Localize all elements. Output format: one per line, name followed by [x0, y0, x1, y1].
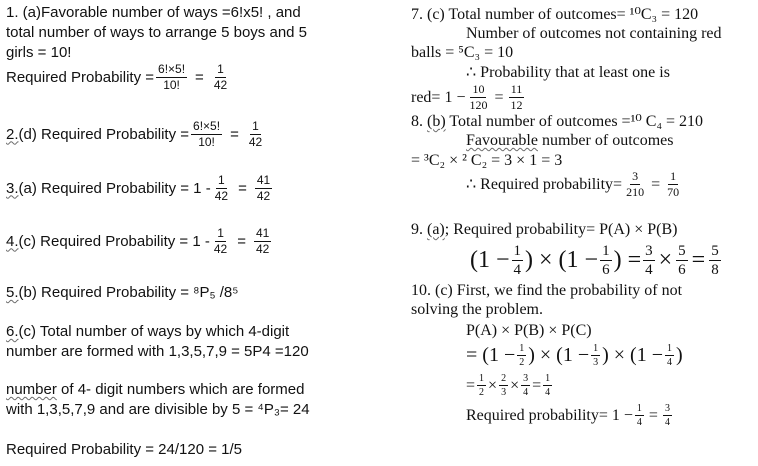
q7-red-label: red= 1 − [411, 88, 466, 106]
q2-number: 2. [6, 125, 19, 143]
q10-line-6 [466, 399, 674, 431]
q8-f1-den: 210 [626, 184, 645, 199]
q8-number: 8. [411, 113, 427, 130]
q6-line-1 [6, 323, 289, 340]
q9-r2-num: 5 [678, 242, 686, 259]
q2-fraction-2 [247, 120, 264, 149]
q9-close: ) = [613, 246, 642, 273]
q7-fraction-1 [467, 83, 489, 112]
q10-l5-times-1: × [488, 376, 498, 394]
q3-row [6, 170, 274, 206]
q2-f2-num: 1 [252, 118, 259, 133]
q10-line-4 [466, 338, 683, 372]
q3-fraction-1 [213, 174, 230, 203]
q3-equals: = [238, 179, 247, 197]
q10-l4-fraction-a [517, 343, 526, 368]
q10-line-2: solving the problem. [411, 301, 543, 318]
q7-f1-num: 10 [472, 81, 485, 96]
q1-f2-num: 1 [217, 61, 224, 76]
q9-r1-num: 3 [645, 242, 653, 259]
q4-f1-den: 42 [213, 241, 228, 256]
q7-f2-num: 11 [510, 81, 523, 96]
q9-fb-num: 1 [602, 242, 610, 259]
q4-label: (c) Required Probability = 1 - [18, 232, 210, 250]
q10-l5-equals-2: = [532, 376, 542, 394]
q10-l4-fb-den: 3 [593, 356, 599, 368]
q8-line-4 [466, 167, 683, 201]
q6-number-word: number [6, 381, 57, 398]
q3-label: (a) Required Probability = 1 - [18, 179, 211, 197]
q10-l5-fraction-d [543, 373, 552, 398]
q8-required-label: ∴ Required probability= [466, 175, 623, 193]
q9-open-paren: (1 − [470, 246, 510, 273]
q2-f1-num: 6!×5! [193, 118, 221, 133]
q10-l6-f1-den: 4 [636, 416, 642, 428]
q8-text-1: Total number of outcomes =¹⁰ C₄ = 210 [445, 113, 704, 130]
q10-l5-b-den: 3 [501, 386, 507, 398]
q10-l4-fraction-c [665, 343, 674, 368]
q1-probability-row [6, 60, 231, 94]
q10-l5-fraction-a [477, 373, 486, 398]
q1-line-3: girls = 10! [6, 44, 72, 61]
q10-l4-fa-den: 2 [519, 356, 525, 368]
q1-f2-den: 42 [213, 77, 228, 92]
q3-f1-den: 42 [214, 188, 229, 203]
q6-text-1: (c) Total number of ways by which 4-digit [18, 323, 290, 340]
q10-line-5 [466, 370, 554, 400]
q10-l5-equals: = [466, 376, 476, 394]
q9-fraction-a [512, 243, 524, 278]
q4-number: 4. [6, 232, 19, 250]
q1-probability-label: Required Probability = [6, 68, 155, 86]
q8-text-2: number of outcomes [537, 132, 674, 149]
q10-l5-times-2: × [510, 376, 520, 394]
q9-result-3 [709, 243, 721, 278]
q8-equals: = [651, 175, 661, 193]
q6-line-2: number are formed with 1,3,5,7,9 = 5P4 =120 [6, 343, 309, 360]
q2-row [6, 116, 266, 152]
q6-line-4: with 1,3,5,7,9 and are divisible by 5 = ⁴P₃= 24 [6, 401, 310, 418]
q5-number: 5. [6, 284, 19, 301]
q8-option: (b) [427, 113, 446, 130]
q8-fraction-1 [624, 170, 646, 199]
q8-line-3: = ³C₂ × ² C₂ = 3 × 1 = 3 [411, 152, 563, 169]
q10-l4-middle-1: ) × (1 − [528, 343, 590, 366]
q8-fraction-2 [665, 170, 681, 199]
q1-line-2: total number of ways to arrange 5 boys and 5 [6, 24, 308, 41]
q3-f2-num: 41 [256, 172, 271, 187]
q8-line-1 [411, 113, 703, 130]
q4-equals: = [237, 232, 246, 250]
q10-l6-f2-num: 3 [664, 402, 670, 414]
q10-l5-c-den: 4 [523, 386, 529, 398]
q9-r2-den: 6 [678, 261, 686, 278]
q4-fraction-1 [212, 227, 229, 256]
q7-f1-den: 120 [469, 97, 488, 112]
q7-equals: = [494, 88, 504, 106]
q10-l6-equals: = [648, 406, 658, 424]
q6-text-3: of 4- digit numbers which are formed [56, 381, 305, 398]
q7-line-3: balls = ⁵C₃ = 10 [411, 44, 514, 61]
q9-equals: = [691, 246, 706, 273]
q8-f2-num: 1 [670, 168, 677, 183]
q10-l4-fraction-b [591, 343, 600, 368]
q10-l5-c-num: 3 [523, 372, 529, 384]
q9-fraction-b [600, 243, 612, 278]
q6-line-3 [6, 381, 304, 398]
q10-l4-fc-num: 1 [667, 342, 672, 354]
q10-l6-fraction-2 [663, 403, 672, 428]
q9-middle: ) × (1 − [525, 246, 599, 273]
q2-f1-den: 10! [198, 134, 215, 149]
q10-l4-fc-den: 4 [667, 356, 672, 368]
q9-number: 9. [411, 221, 427, 238]
q7-line-4: ∴ Probability that at least one is [466, 64, 670, 81]
q1-f1-den: 10! [163, 77, 180, 92]
q1-line-1: 1. (a)Favorable number of ways =6!x5! , and [6, 4, 301, 21]
q10-l4-middle-2: ) × (1 − [602, 343, 663, 366]
q2-label: (d) Required Probability = [18, 125, 190, 143]
q3-number: 3. [6, 179, 19, 197]
q5-row [6, 284, 238, 301]
q9-result-1 [643, 243, 655, 278]
q8-f2-den: 70 [667, 184, 680, 199]
q1-fraction-2 [212, 63, 229, 92]
q9-fa-num: 1 [513, 242, 522, 259]
q10-l4-close: ) [676, 343, 683, 366]
q10-required-label: Required probability= 1 − [466, 406, 633, 424]
q9-fb-den: 6 [602, 261, 610, 278]
q9-text-1: ; Required probability= P(A) × P(B) [444, 221, 678, 238]
q6-line-5: Required Probability = 24/120 = 1/5 [6, 441, 242, 458]
q4-row [6, 223, 273, 259]
q4-f1-num: 1 [217, 225, 224, 240]
q9-times: × [658, 246, 673, 273]
q10-l4-open: = (1 − [466, 343, 516, 366]
q4-f2-num: 41 [255, 225, 270, 240]
q2-f2-den: 42 [248, 134, 263, 149]
q10-l5-fraction-b [499, 373, 508, 398]
q8-line-2 [466, 132, 674, 149]
q10-l5-d-den: 4 [545, 386, 551, 398]
q10-l5-b-num: 2 [501, 372, 507, 384]
q10-l4-fb-num: 1 [593, 342, 599, 354]
q3-f1-num: 1 [218, 172, 225, 187]
q7-line-5 [411, 80, 527, 114]
q9-line-2 [470, 240, 723, 280]
q6-number: 6. [6, 323, 19, 340]
q7-line-1: 7. (c) Total number of outcomes= ¹⁰C₃ = 120 [411, 6, 699, 23]
q9-fa-den: 4 [513, 261, 522, 278]
q4-f2-den: 42 [255, 241, 270, 256]
q9-r1-den: 4 [645, 261, 653, 278]
q10-line-1: 10. (c) First, we find the probability of not [411, 282, 683, 299]
q10-l6-f1-num: 1 [636, 402, 642, 414]
q10-line-3: P(A) × P(B) × P(C) [466, 322, 592, 339]
q8-favourable-word: Favourable [466, 132, 538, 149]
q1-fraction-1 [156, 63, 187, 92]
q2-equals: = [230, 125, 239, 143]
q10-l6-f2-den: 4 [664, 416, 670, 428]
q7-f2-den: 12 [510, 97, 523, 112]
q10-l5-a-num: 1 [479, 372, 485, 384]
q8-f1-num: 3 [632, 168, 639, 183]
q10-l6-fraction-1 [635, 403, 644, 428]
q9-option: (a) [427, 221, 445, 238]
q10-l5-d-num: 1 [545, 372, 551, 384]
q9-result-2 [676, 243, 688, 278]
q7-fraction-2 [509, 83, 525, 112]
q3-fraction-2 [255, 174, 272, 203]
q1-equals: = [195, 68, 204, 86]
q9-r3-den: 8 [711, 261, 719, 278]
q2-fraction-1 [191, 120, 222, 149]
q10-l4-fa-num: 1 [519, 342, 525, 354]
q7-line-2: Number of outcomes not containing red [466, 25, 722, 42]
q10-l5-a-den: 2 [479, 386, 485, 398]
q4-fraction-2 [254, 227, 271, 256]
q10-l5-fraction-c [521, 373, 530, 398]
q9-r3-num: 5 [711, 242, 719, 259]
q1-f1-num: 6!×5! [158, 61, 186, 76]
q5-label: (b) Required Probability = ⁸P₅ /8⁵ [18, 284, 239, 301]
q3-f2-den: 42 [256, 188, 271, 203]
q9-line-1 [411, 221, 677, 238]
